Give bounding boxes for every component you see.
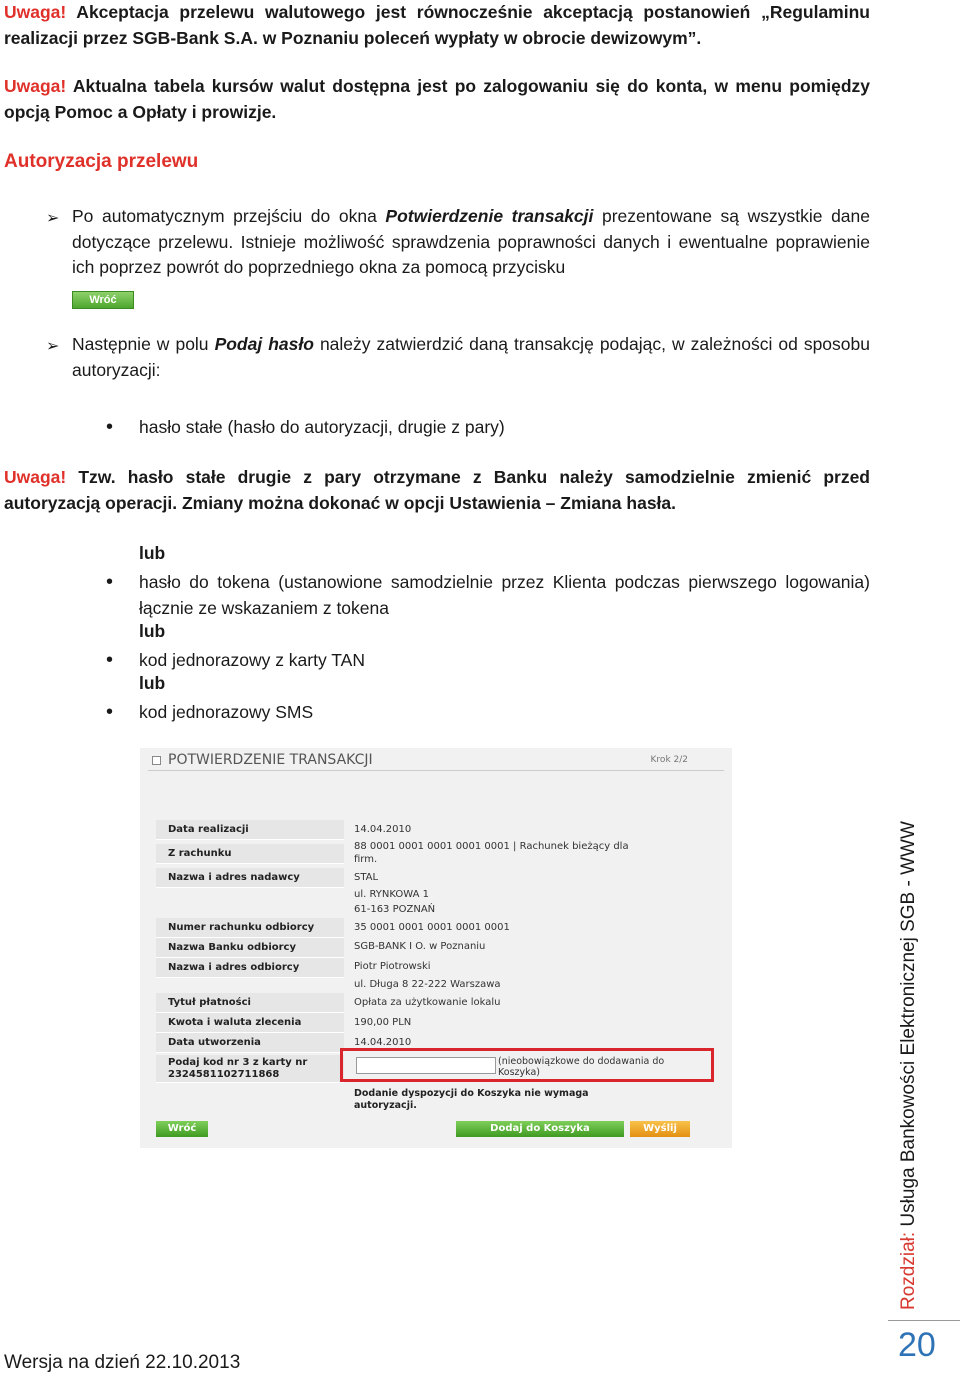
dot-item-3	[106, 647, 870, 673]
bullet-dot-icon: •	[106, 571, 114, 593]
send-button[interactable]: Wyślij	[630, 1121, 690, 1137]
bullet-2-bold: Podaj hasło	[214, 334, 314, 354]
section-heading: Autoryzacja przelewu	[4, 151, 199, 172]
label-kwota: Kwota i waluta zlecenia	[156, 1013, 344, 1033]
title-divider	[148, 770, 724, 771]
value-tytul: Opłata za użytkowanie lokalu	[354, 997, 501, 1008]
or-label: lub	[139, 621, 166, 641]
arrow-bullet-icon: ➢	[46, 338, 60, 355]
value-adres-line1: Piotr Piotrowski	[354, 961, 431, 972]
value-data-utworzenia: 14.04.2010	[354, 1037, 412, 1048]
label-podaj-kod-line2: 2324581102711868	[168, 1069, 280, 1080]
screenshot-title: POTWIERDZENIE TRANSAKCJI	[168, 752, 373, 768]
page-number: 20	[898, 1326, 936, 1364]
dot-4-text: kod jednorazowy SMS	[139, 702, 314, 722]
or-label: lub	[139, 543, 166, 563]
bullet-1-text	[72, 204, 870, 281]
value-nadawca-line1: STAL	[354, 872, 379, 883]
dot-item-4	[106, 699, 870, 725]
password-input[interactable]	[356, 1057, 496, 1074]
label-bank-odbiorcy: Nazwa Banku odbiorcy	[156, 938, 344, 958]
chapter-title: Usługa Bankowości Elektronicznej SGB - WWW	[898, 821, 919, 1232]
value-kwota: 190,00 PLN	[354, 1017, 412, 1028]
value-bank-odbiorcy: SGB-BANK I O. w Poznaniu	[354, 941, 486, 952]
label-nadawca: Nazwa i adres nadawcy	[156, 868, 344, 888]
label-podaj-kod	[156, 1055, 344, 1083]
label-data-utworzenia: Data utworzenia	[156, 1033, 344, 1053]
label-adres-odbiorcy: Nazwa i adres odbiorcy	[156, 958, 344, 978]
basket-note	[354, 1088, 614, 1112]
screenshot-step: Krok 2/2	[650, 755, 688, 765]
window-square-icon	[152, 756, 161, 765]
arrow-bullet-icon: ➢	[46, 210, 60, 227]
notice-3-label: Uwaga!	[4, 467, 67, 487]
bullet-dot-icon: •	[106, 701, 114, 723]
optional-note-line1: (nieobowiązkowe do dodawania do	[498, 1056, 665, 1067]
confirmation-screenshot	[140, 748, 732, 1148]
notice-2	[4, 74, 870, 125]
notice-2-label: Uwaga!	[4, 76, 67, 96]
bullet-2-pre: Następnie w polu	[72, 334, 215, 354]
value-data-realizacji: 14.04.2010	[354, 824, 412, 835]
value-rachunek-line1: 88 0001 0001 0001 0001 0001 | Rachunek bieżący dla	[354, 841, 629, 852]
basket-note-line2: autoryzacji.	[354, 1100, 417, 1111]
optional-note	[498, 1056, 698, 1078]
bullet-dot-icon: •	[106, 416, 114, 438]
value-nadawca-line2: ul. RYNKOWA 1	[354, 889, 429, 900]
dot-3-text: kod jednorazowy z karty TAN	[139, 650, 365, 670]
bullet-1-pre: Po automatycznym przejściu do okna	[72, 206, 386, 226]
inline-back-button-image	[72, 287, 134, 309]
bullet-item-1	[46, 204, 870, 281]
bullet-1-post: prezentowane są wszystkie dane dotyczące przelewu. Istnieje możliwość sprawdzenia poprawności danych i ewentualne poprawienie ich poprzez powrót do poprzedniego okna za pomocą przycisku	[72, 206, 870, 277]
label-z-rachunku: Z rachunku	[156, 844, 344, 864]
version-footer: Wersja na dzień 22.10.2013	[4, 1352, 241, 1373]
or-label: lub	[139, 673, 166, 693]
notice-1	[4, 0, 870, 51]
bullet-item-2	[46, 332, 870, 383]
value-nadawca-line3: 61-163 POZNAŃ	[354, 904, 436, 915]
bullet-dot-icon: •	[106, 649, 114, 671]
bullet-1-bold: Potwierdzenie transakcji	[385, 206, 594, 226]
label-tytul: Tytuł płatności	[156, 993, 344, 1013]
chapter-side-label	[898, 821, 920, 1310]
basket-note-line1: Dodanie dyspozycji do Koszyka nie wymaga	[354, 1088, 589, 1099]
add-to-basket-button[interactable]: Dodaj do Koszyka	[456, 1121, 624, 1137]
label-data-realizacji: Data realizacji	[156, 820, 344, 840]
chapter-label: Rozdział:	[898, 1231, 919, 1310]
dot-item-2	[106, 569, 870, 621]
bullet-2-text	[72, 332, 870, 383]
value-adres-line2: ul. Długa 8 22-222 Warszawa	[354, 979, 501, 990]
notice-3	[4, 465, 870, 516]
label-podaj-kod-line1: Podaj kod nr 3 z karty nr	[168, 1057, 308, 1068]
notice-3-text: Tzw. hasło stałe drugie z pary otrzymane z Banku należy samodzielnie zmienić przed autoryzacją operacji. Zmiany można dokonać w opcji Ustawienia – Zmiana hasła.	[4, 467, 870, 513]
notice-1-text: Akceptacja przelewu walutowego jest równocześnie akceptacją postanowień „Regulaminu realizacji przez SGB-Bank S.A. w Poznaniu poleceń wypłaty w obrocie dewizowym”.	[4, 2, 870, 48]
label-nr-rachunku-odbiorcy: Numer rachunku odbiorcy	[156, 918, 344, 938]
page-number-divider	[888, 1320, 960, 1321]
wroc-button-sample: Wróć	[72, 291, 134, 309]
dot-1-text: hasło stałe (hasło do autoryzacji, drugie z pary)	[139, 417, 505, 437]
back-button[interactable]: Wróć	[156, 1121, 208, 1137]
dot-item-1	[106, 414, 870, 440]
notice-1-label: Uwaga!	[4, 2, 67, 22]
bullet-2-post: należy zatwierdzić daną transakcję podając, w zależności od sposobu autoryzacji:	[72, 334, 870, 380]
notice-2-text: Aktualna tabela kursów walut dostępna jest po zalogowaniu się do konta, w menu pomiędzy opcją Pomoc a Opłaty i prowizje.	[4, 76, 870, 122]
value-rachunek-line2: firm.	[354, 854, 378, 865]
optional-note-line2: Koszyka)	[498, 1067, 540, 1078]
value-nr-rachunku-odbiorcy: 35 0001 0001 0001 0001 0001	[354, 922, 510, 933]
dot-2-text: hasło do tokena (ustanowione samodzielnie przez Klienta podczas pierwszego logowania) łącznie ze wskazaniem z tokena	[139, 572, 870, 618]
